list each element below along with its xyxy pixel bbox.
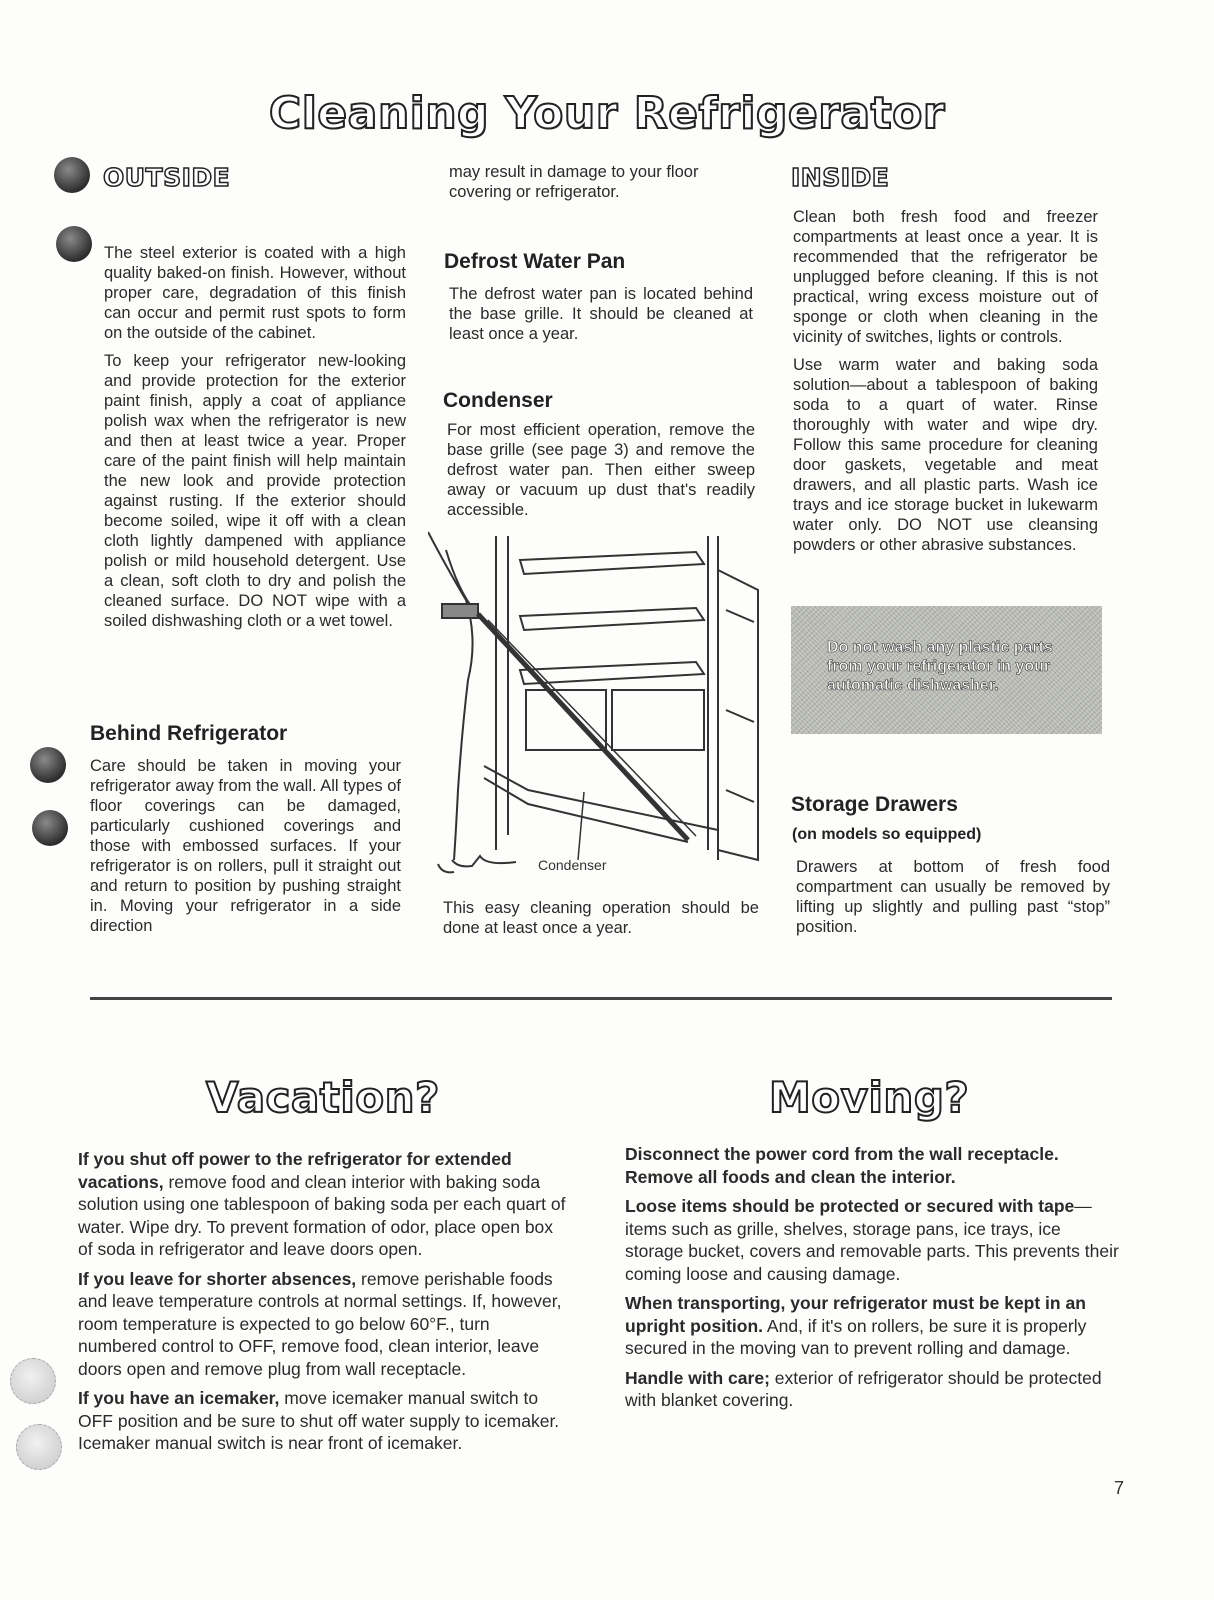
continued-text: may result in damage to your floor covering or refrigerator.	[449, 163, 699, 201]
vacation-item	[78, 1148, 572, 1261]
moving-heading: Moving?	[769, 1073, 970, 1122]
condenser-heading: Condenser	[443, 389, 553, 412]
behind-text: Care should be taken in moving your refrigerator away from the wall. All types of floor coverings can be damaged, particularly cushioned coverings and those with embossed surfaces. If your refrigerator is on rollers, pull it straight out and return to position by pushing straight in. Moving your refrigerator in a side direction	[90, 757, 401, 935]
moving-item-lead: Loose items should be protected or secured with tape	[625, 1196, 1075, 1216]
outside-paragraph: The steel exterior is coated with a high quality baked-on finish. However, without proper care, degradation of this finish can occur and permit rust spots to form on the outside of the cabinet.	[104, 244, 406, 342]
defrost-text: The defrost water pan is located behind the base grille. It should be cleaned at least once a year.	[449, 285, 753, 343]
vacation-body	[78, 1148, 572, 1462]
moving-item	[625, 1195, 1119, 1285]
page-number: 7	[1114, 1478, 1125, 1498]
dishwasher-warning-text: Do not wash any plastic parts from your refrigerator in your automatic dishwasher.	[827, 639, 1053, 694]
condenser-body	[447, 420, 755, 520]
vacation-item-lead: If you shut off power to the refrigerator for extended vacations,	[78, 1149, 512, 1192]
vacation-item-lead: If you leave for shorter absences,	[78, 1268, 357, 1289]
continued-text-block	[449, 162, 757, 202]
dishwasher-warning-box	[791, 606, 1102, 734]
condenser-cleaning-illustration	[428, 530, 763, 880]
after-illustration-text: This easy cleaning operation should be done at least once a year.	[443, 899, 759, 937]
storage-heading: Storage Drawers	[791, 793, 958, 816]
after-illustration-body	[443, 898, 759, 938]
moving-item-text: —items such as grille, shelves, storage pans, ice trays, ice storage bucket, covers and removable parts. This prevents their coming loose and causing damage.	[625, 1196, 1119, 1284]
moving-item-text: And, if it's on rollers, be sure it is properly secured in the moving van to prevent rolling and damage.	[625, 1315, 1087, 1358]
storage-text: Drawers at bottom of fresh food compartment can usually be removed by lifting up slightly and pulling past “stop” position.	[796, 858, 1110, 936]
behind-body	[90, 756, 401, 936]
vacation-item-text: remove food and clean interior with baking soda solution using one tablespoon of baking soda per each quart of water. Wipe dry. To prevent formation of odor, place open box of soda in refrigerator and leave doors open.	[78, 1171, 566, 1259]
moving-item	[625, 1367, 1119, 1412]
moving-item	[625, 1292, 1119, 1360]
moving-body	[625, 1143, 1119, 1419]
moving-item	[625, 1143, 1119, 1188]
inside-paragraph: Use warm water and baking soda solution—about a tablespoon of baking soda to a quart of water. Rinse thoroughly with water and wipe dry. Follow this same procedure for cleaning door gaskets, vegetable and meat drawers, and all plastic parts. Wash ice trays and ice storage bucket in lukewarm water only. DO NOT use cleansing powders or other abrasive substances.	[793, 356, 1098, 554]
vacation-heading: Vacation?	[206, 1073, 440, 1122]
binder-hole	[16, 1424, 62, 1470]
vacation-item-text: remove perishable foods and leave temperature controls at normal settings. If, however, room temperature is expected to go below 60°F., turn numbered control to OFF, remove food, clean interior, leave doors open and remove plug from wall receptacle.	[78, 1268, 562, 1379]
vacation-item	[78, 1268, 572, 1381]
vacation-item-lead: If you have an icemaker,	[78, 1388, 280, 1408]
storage-subheading: (on models so equipped)	[792, 826, 982, 843]
behind-heading: Behind Refrigerator	[90, 722, 288, 745]
binder-hole	[30, 747, 66, 783]
outside-heading: OUTSIDE	[103, 163, 231, 192]
defrost-body	[449, 284, 753, 344]
moving-item-lead: Handle with care;	[625, 1367, 770, 1388]
binder-hole	[10, 1358, 56, 1404]
inside-paragraph: Clean both fresh food and freezer compartments at least once a year. It is recommended that the refrigerator be unplugged before cleaning. If this is not practical, wring excess moisture out of sponge or cloth when cleaning in the vicinity of switches, lights or controls.	[793, 208, 1098, 346]
inside-body	[793, 207, 1098, 555]
binder-hole	[54, 157, 90, 193]
condenser-text: For most efficient operation, remove the base grille (see page 3) and remove the defrost water pan. Then either sweep away or vacuum up dust that's readily accessible.	[447, 421, 755, 519]
page-title: Cleaning Your Refrigerator	[268, 88, 946, 139]
moving-item-lead: Disconnect the power cord from the wall receptacle. Remove all foods and clean the interior.	[625, 1144, 1059, 1187]
vacation-item	[78, 1387, 572, 1455]
binder-hole	[32, 810, 68, 846]
illustration-caption: Condenser	[538, 857, 607, 873]
inside-heading: INSIDE	[791, 163, 890, 192]
storage-body	[796, 857, 1110, 937]
moving-item-text: exterior of refrigerator should be protected with blanket covering.	[625, 1367, 1102, 1410]
binder-hole	[56, 226, 92, 262]
outside-body	[104, 243, 406, 631]
outside-paragraph: To keep your refrigerator new-looking and provide protection for the exterior paint finish, apply a coat of appliance polish wax when the refrigerator is new and then at least twice a year. Proper care of the paint finish will help maintain the new look and provide protection against rusting. If the exterior should become soiled, wipe it off with a clean cloth lightly dampened with appliance polish or mild household detergent. Use a clean, soft cloth to dry and polish the cleaned surface. DO NOT wipe with a soiled dishwashing cloth or a wet towel.	[104, 352, 406, 630]
vacation-item-text: move icemaker manual switch to OFF position and be sure to shut off water supply to icemaker. Icemaker manual switch is near front of icemaker.	[78, 1388, 560, 1453]
defrost-heading: Defrost Water Pan	[444, 250, 626, 273]
moving-item-lead: When transporting, your refrigerator must be kept in an upright position.	[625, 1293, 1086, 1336]
section-divider	[90, 997, 1112, 1000]
